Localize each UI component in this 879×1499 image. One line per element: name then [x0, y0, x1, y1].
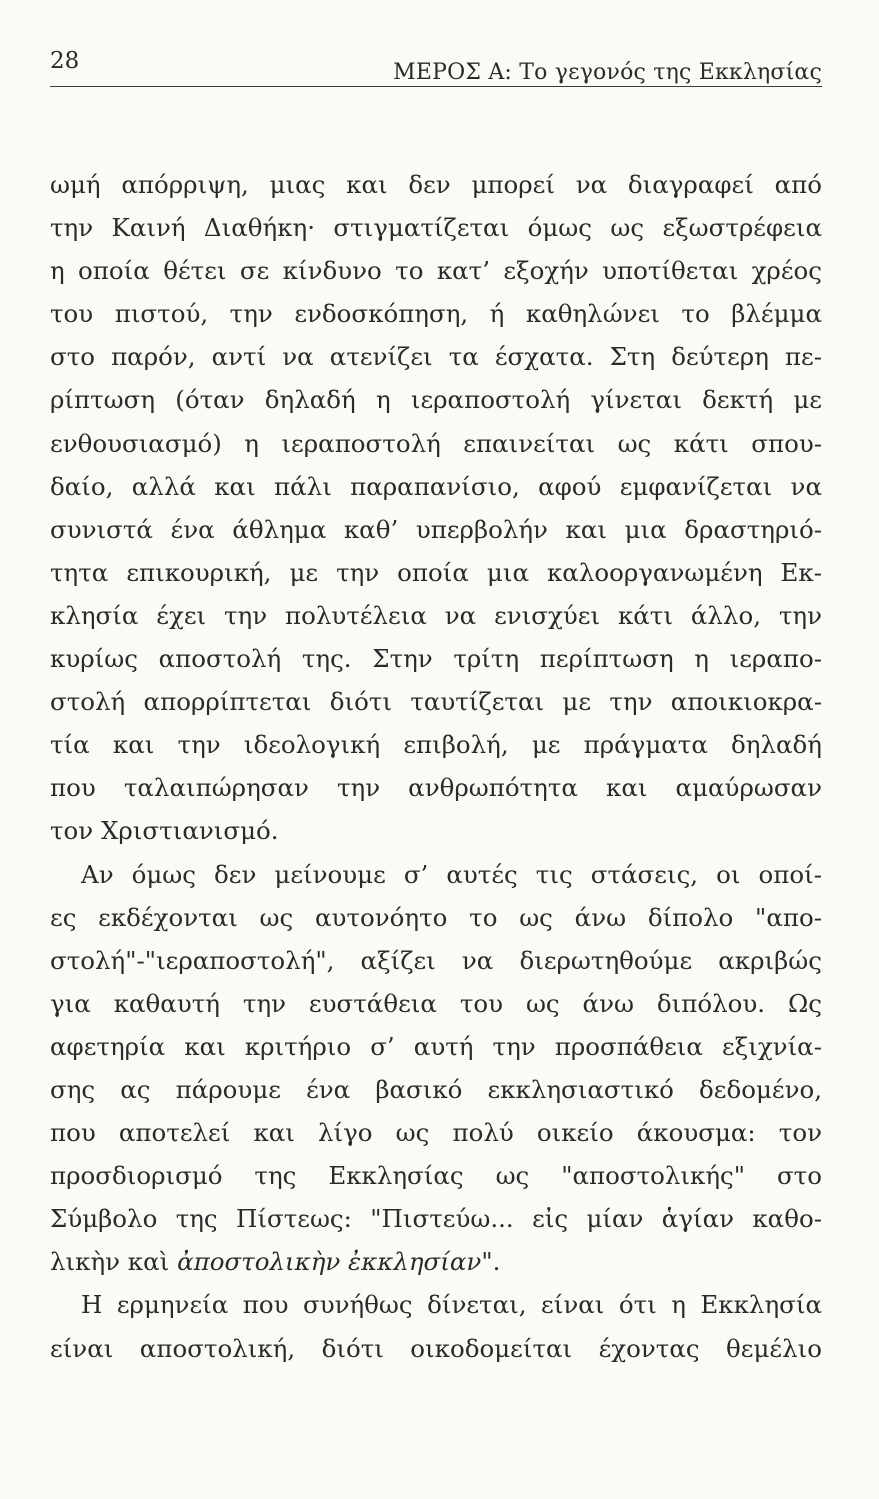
- running-head: ΜΕΡΟΣ Α: Το γεγονός της Εκκλησίας: [393, 60, 822, 85]
- text-fragment: λικὴν καὶ: [50, 1247, 178, 1277]
- text-line: που αποτελεί και λίγο ως πολύ οικείο άκουσμα: τον: [50, 1118, 822, 1148]
- text-line: τία και την ιδεολογική επιβολή, με πράγματα δηλαδή: [50, 730, 822, 760]
- text-line: είναι αποστολική, διότι οικοδομείται έχοντας θεμέλιο: [50, 1333, 822, 1363]
- text-line: Η ερμηνεία που συνήθως δίνεται, είναι ότι η Εκκλησία: [81, 1290, 822, 1320]
- text-line: την Καινή Διαθήκη· στιγματίζεται όμως ως εξωστρέφεια: [50, 213, 822, 243]
- text-line: που ταλαιπώρησαν την ανθρωπότητα και αμαύρωσαν: [50, 773, 822, 803]
- italic-quote: ἀποστολικὴν ἐκκλησίαν: [177, 1247, 482, 1277]
- text-line: δαίο, αλλά και πάλι παραπανίσιο, αφού εμφανίζεται να: [50, 471, 822, 501]
- text-line: Αν όμως δεν μείνουμε σ’ αυτές τις στάσεις, οι οποί-: [81, 859, 822, 889]
- text-line: κυρίως αποστολή της. Στην τρίτη περίπτωση η ιεραπο-: [50, 644, 822, 674]
- text-line: συνιστά ένα άθλημα καθ’ υπερβολήν και μια δραστηριό-: [50, 514, 822, 544]
- text-line: ες εκδέχονται ως αυτονόητο το ως άνω δίπολο "απο-: [50, 902, 822, 932]
- text-line: η οποία θέτει σε κίνδυνο το κατ’ εξοχήν υποτίθεται χρέος: [50, 256, 822, 286]
- text-line: ωμή απόρριψη, μιας και δεν μπορεί να διαγραφεί από: [50, 170, 822, 199]
- text-line: κλησία έχει την πολυτέλεια να ενισχύει κάτι άλλο, την: [50, 600, 822, 630]
- text-line: ρίπτωση (όταν δηλαδή η ιεραποστολή γίνεται δεκτή με: [50, 385, 822, 415]
- text-line: τον Χριστιανισμό.: [50, 816, 279, 846]
- text-line: για καθαυτή την ευστάθεια του ως άνω διπόλου. Ως: [50, 988, 822, 1018]
- text-line: [50, 1240, 822, 1283]
- text-line: προσδιορισμό της Εκκλησίας ως "αποστολικής" στο: [50, 1161, 822, 1191]
- text-line: σης ας πάρουμε ένα βασικό εκκλησιαστικό δεδομένο,: [50, 1074, 822, 1104]
- body-text: [50, 163, 822, 1370]
- page-header: [50, 44, 822, 87]
- text-line: αφετηρία και κριτήριο σ’ αυτή την προσπάθεια εξιχνία-: [50, 1031, 822, 1061]
- text-line: στολή απορρίπτεται διότι ταυτίζεται με την αποικιοκρα-: [50, 687, 822, 717]
- text-line: Σύμβολο της Πίστεως: "Πιστεύω... εἰς μίαν ἁγίαν καθο-: [50, 1204, 822, 1234]
- text-line: τητα επικουρική, με την οποία μια καλοοργανωμένη Εκ-: [50, 557, 822, 587]
- text-line: του πιστού, την ενδοσκόπηση, ή καθηλώνει το βλέμμα: [50, 299, 822, 329]
- text-line: ενθουσιασμό) η ιεραποστολή επαινείται ως κάτι σπου-: [50, 428, 822, 458]
- page-number: 28: [50, 48, 80, 74]
- text-line: στολή"-"ιεραποστολή", αξίζει να διερωτηθούμε ακριβώς: [50, 945, 822, 975]
- text-line: στο παρόν, αντί να ατενίζει τα έσχατα. Στη δεύτερη πε-: [50, 342, 822, 372]
- text-fragment: ".: [481, 1247, 501, 1277]
